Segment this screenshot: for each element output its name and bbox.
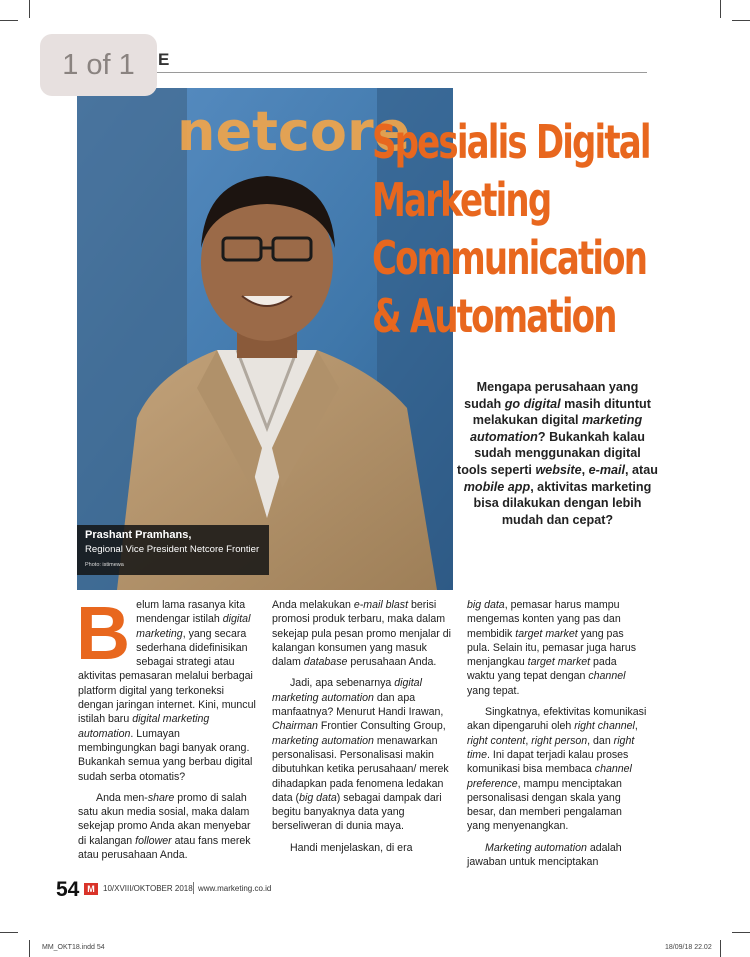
website-link[interactable]: www.marketing.co.id bbox=[198, 884, 272, 893]
photo-caption bbox=[77, 525, 269, 575]
paragraph: Singkatnya, efektivitas komunikasi akan dipengaruhi oleh right channel, right content, right person, dan right time. Ini dapat terjadi kalau proses komunikasi bisa membaca channel preference, mampu menciptakan personalisasi dengan skala yang besar, dan memberi pengalaman yang menyenangkan. bbox=[467, 706, 647, 833]
crop-mark bbox=[732, 932, 750, 933]
paragraph: big data, pemasar harus mampu mengemas konten yang pas dan membidik target market yang pas pula. Selain itu, pemasar juga harus menjangkau target market pada waktu yang tepat dengan channel yang tepat. bbox=[467, 599, 637, 697]
title-line: & Automation bbox=[372, 289, 616, 343]
lead-line: mudah dan cepat? bbox=[501, 512, 614, 527]
header-rule bbox=[77, 72, 647, 73]
lead-line: sudah go digital masih dituntut bbox=[464, 396, 651, 411]
caption-credit: Photo: istimewa bbox=[85, 562, 124, 568]
paragraph: Anda men-share promo di salah satu akun media sosial, maka dalam sekejap promo Anda akan menyebar di kalangan follower atau fans merek atau perusahaan Anda. bbox=[78, 791, 251, 862]
slug-datetime: 18/09/18 22.02 bbox=[665, 944, 712, 951]
crop-mark bbox=[0, 20, 18, 21]
title-line: Spesialis Digital bbox=[372, 115, 650, 169]
lead-line: mobile app, aktivitas marketing bbox=[463, 479, 652, 494]
lead-line: melakukan digital marketing bbox=[472, 413, 643, 428]
body-column-3 bbox=[467, 598, 647, 876]
paragraph: Anda melakukan e-mail blast berisi promosi produk terbaru, maka dalam sekejap pula pesan promo menjalar di kalangan konsumen yang masuk dalam database perusahaan Anda. bbox=[272, 599, 452, 669]
page-number: 54 bbox=[56, 878, 80, 901]
body-column-2 bbox=[272, 598, 454, 862]
paragraph: Marketing automation adalah jawaban untuk menciptakan bbox=[467, 841, 622, 869]
paragraph: Jadi, apa sebenarnya digital marketing automation dan apa manfaatnya? Menurut Handi Irawan, Chairman Frontier Consulting Group, marketing automation menawarkan personalisasi. Personalisasi makin dibutuhkan ketika perusahaan/ merek dihadapkan pada fenomena ledakan data (big data) sebagai dampak dari begitu banyaknya data yang berseliweran di dunia maya. bbox=[272, 677, 449, 833]
marketing-logo: M bbox=[84, 883, 98, 895]
caption-name: Prashant Pramhans, bbox=[85, 529, 192, 541]
crop-mark bbox=[732, 20, 750, 21]
lead-line: Mengapa perusahaan yang bbox=[476, 380, 639, 394]
caption-role: Regional Vice President Netcore Frontier bbox=[85, 544, 260, 555]
crop-mark bbox=[720, 0, 721, 18]
lead-line: automation? Bukankah kalau bbox=[470, 429, 645, 444]
body-column-1 bbox=[76, 591, 260, 869]
lead-line: bisa dilakukan dengan lebih bbox=[473, 496, 642, 511]
page-indicator-badge: 1 of 1 bbox=[40, 34, 157, 96]
title-line: Marketing bbox=[372, 173, 551, 227]
crop-mark bbox=[720, 940, 721, 957]
lead-line: sudah menggunakan digital bbox=[474, 446, 641, 461]
paragraph: Belum lama rasanya kita mendengar istilah digital marketing, yang secara sederhana didefinisikan sebagai strategi atau aktivitas pemasaran melalui berbagai platform digital yang terkoneksi dengan jaringan internet. Kini, muncul istilah baru digital marketing automation. Lumayan membingungkan bagi banyak orang. Bukankah semua yang berbau digital sudah serba otomatis? bbox=[76, 591, 256, 783]
crop-mark bbox=[0, 932, 18, 933]
crop-mark bbox=[29, 0, 30, 18]
issue-label: 10/XVIII/OKTOBER 2018 bbox=[103, 884, 193, 893]
section-header-letter: E bbox=[158, 50, 170, 69]
lead-line: tools seperti website, e-mail, atau bbox=[457, 462, 658, 477]
article-title bbox=[372, 113, 650, 345]
slug-file: MM_OKT18.indd 54 bbox=[42, 944, 105, 951]
footer-divider bbox=[193, 882, 194, 894]
paragraph: Handi menjelaskan, di era bbox=[290, 841, 413, 854]
crop-mark bbox=[29, 940, 30, 957]
article-lead bbox=[455, 379, 660, 528]
title-line: Communication bbox=[372, 231, 647, 285]
drop-cap: B bbox=[76, 591, 131, 675]
netcore-sign: netcore bbox=[177, 100, 411, 163]
